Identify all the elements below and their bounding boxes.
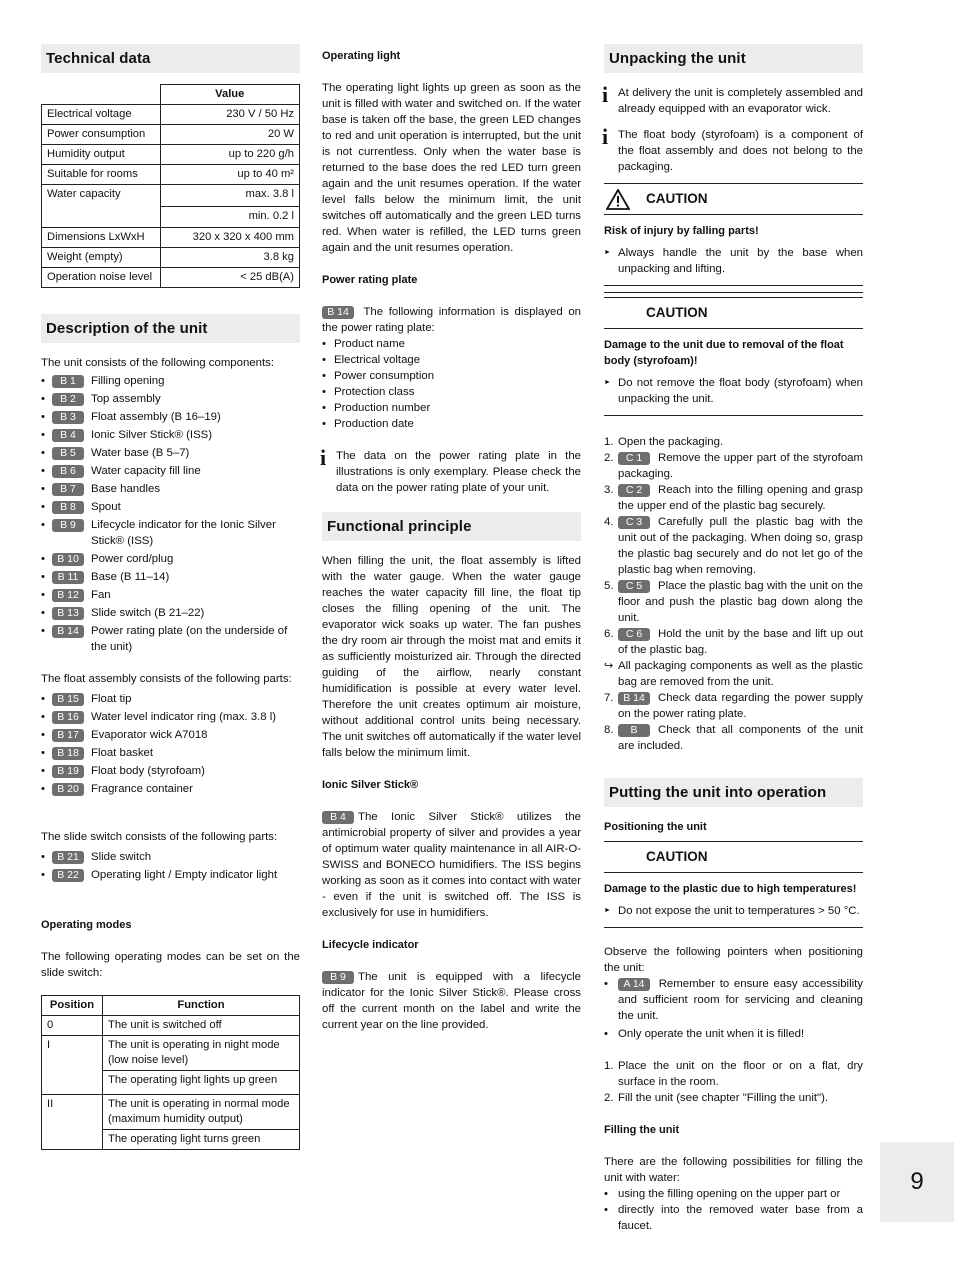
step-number: 5. [604, 580, 614, 592]
badge: • B 11 [52, 571, 84, 584]
components-list [41, 373, 300, 655]
badge: • B 22 [52, 869, 84, 882]
step-number: 4. [604, 516, 614, 528]
step-number: 7. [604, 692, 614, 704]
info-icon: i [602, 82, 609, 107]
step-number: 3. [604, 484, 614, 496]
badge: • B 13 [52, 607, 84, 620]
list-item: • B 20 Fragrance container [41, 781, 300, 797]
function-header: Function [103, 996, 300, 1016]
float-parts-list [41, 691, 300, 797]
list-item: • B 4 Ionic Silver Stick® (ISS) [41, 427, 300, 443]
list-item: • B 13 Slide switch (B 21–22) [41, 605, 300, 621]
components-intro: The unit consists of the following components: [41, 357, 275, 369]
step: 1. Place the unit on the floor or on a flat, dry surface in the room. [604, 1060, 863, 1088]
table-row [42, 185, 300, 207]
badge: • B 16 [52, 711, 84, 724]
badge: B 14 [322, 306, 354, 319]
badge: B 14 [618, 692, 650, 705]
plate-info-note: i The data on the power rating plate in the illustrations is only exemplary. Please check the data on the power rating plate of your unit. [320, 445, 581, 494]
technical-data-table [41, 84, 300, 288]
list-item: • Power consumption [322, 368, 581, 384]
positioning-intro: Observe the following pointers when positioning the unit: [604, 946, 863, 974]
step: 3. C 2 Reach into the filling opening and grasp the upper end of the plastic bag securely. [604, 484, 863, 512]
badge: • B 17 [52, 729, 84, 742]
float-intro: The float assembly consists of the following parts: [41, 673, 292, 685]
step-number: 2. [604, 452, 614, 464]
unpacking-steps [604, 434, 863, 754]
filling-options [604, 1186, 863, 1234]
caution-subtitle: Risk of injury by falling parts! [604, 225, 759, 237]
spec-label: Electrical voltage [42, 105, 161, 125]
switch-parts-list [41, 849, 300, 883]
spec-label: Suitable for rooms [42, 165, 161, 185]
spec-label: Water capacity [42, 185, 161, 228]
badge: • B 10 [52, 553, 84, 566]
spec-value: max. 3.8 l [160, 185, 300, 207]
badge: • B 5 [52, 447, 84, 460]
step: ↪ All packaging components as well as the plastic bag are removed from the unit. [604, 660, 863, 688]
step: 6. C 6 Hold the unit by the base and lift up out of the plastic bag. [604, 628, 863, 656]
operating-modes-intro: The following operating modes can be set on the slide switch: [41, 951, 300, 979]
badge: • B 9 [52, 519, 84, 532]
spec-value: min. 0.2 l [160, 206, 300, 228]
caution-item: ► Always handle the unit by the base when unpacking and lifting. [604, 245, 863, 277]
list-item: • Product name [322, 336, 581, 352]
step: 1. Open the packaging. [604, 436, 724, 448]
badge: C 3 [618, 516, 650, 529]
positioning-pointers [604, 976, 863, 1042]
caution-title: CAUTION [646, 849, 708, 864]
description-heading: Description of the unit [41, 314, 300, 343]
spec-label: Power consumption [42, 125, 161, 145]
list-item: • B 1 Filling opening [41, 373, 300, 389]
unpacking-info-2: i The float body (styrofoam) is a component of the float assembly and does not belong to the packaging. [602, 124, 863, 173]
badge: B [618, 724, 650, 737]
spec-value: 320 x 320 x 400 mm [160, 228, 300, 248]
list-item: • B 9 Lifecycle indicator for the Ionic Silver Stick® (ISS) [41, 517, 300, 549]
badge: • B 12 [52, 589, 84, 602]
table-row [42, 268, 300, 288]
badge: • B 8 [52, 501, 84, 514]
list-item: • B 18 Float basket [41, 745, 300, 761]
badge: • B 3 [52, 411, 84, 424]
table-row [42, 228, 300, 248]
caution-high-temperatures [604, 841, 863, 928]
table-row [42, 145, 300, 165]
list-item: • B 21 Slide switch [41, 849, 300, 865]
mode-function: The unit is operating in normal mode (maximum humidity output) [103, 1095, 300, 1130]
lifecycle-indicator-heading: Lifecycle indicator [322, 939, 419, 951]
step: 7. B 14 Check data regarding the power supply on the power rating plate. [604, 692, 863, 720]
spec-value: 230 V / 50 Hz [160, 105, 300, 125]
spec-value: 20 W [160, 125, 300, 145]
ionic-silver-stick-heading: Ionic Silver Stick® [322, 779, 419, 791]
list-item: • Production date [322, 416, 581, 432]
list-item: • B 16 Water level indicator ring (max. 3.8 l) [41, 709, 300, 725]
list-item: • Production number [322, 400, 581, 416]
column-right [604, 44, 863, 1250]
filling-heading: Filling the unit [604, 1124, 680, 1136]
operating-modes-table [41, 995, 300, 1150]
mode-position: II [42, 1095, 103, 1150]
list-item: • B 10 Power cord/plug [41, 551, 300, 567]
list-item: • B 22 Operating light / Empty indicator light [41, 867, 300, 883]
table-row [42, 105, 300, 125]
list-item: • B 2 Top assembly [41, 391, 300, 407]
caution-subtitle: Damage to the plastic due to high temperatures! [604, 883, 857, 895]
step-number: 6. [604, 628, 614, 640]
column-left [41, 44, 300, 1150]
list-item: • B 3 Float assembly (B 16–19) [41, 409, 300, 425]
badge: • B 6 [52, 465, 84, 478]
badge: C 1 [618, 452, 650, 465]
caution-falling-parts [604, 183, 863, 286]
mode-function: The unit is switched off [103, 1016, 300, 1036]
list-item: • A 14 Remember to ensure easy accessibility and sufficient room for servicing and cleaning the unit. [604, 976, 863, 1024]
badge: • B 1 [52, 375, 84, 388]
ionic-silver-stick-text: B 4 The Ionic Silver Stick® utilizes the antimicrobial property of silver and provides a year of optimum water quality maintenance in all AIR-O-SWISS and BONECO humidifiers. The ISS begins working as soon as it comes into contact with water - even if the unit is switched off. The ISS is exclusively for use in humidifiers. [322, 811, 581, 919]
badge: • B 19 [52, 765, 84, 778]
mode-position: 0 [42, 1016, 103, 1036]
spec-label: Dimensions LxWxH [42, 228, 161, 248]
step-number: 8. [604, 724, 614, 736]
spec-value: < 25 dB(A) [160, 268, 300, 288]
badge: B 4 [322, 811, 354, 824]
power-rating-plate-heading: Power rating plate [322, 274, 418, 286]
step: 2. Fill the unit (see chapter "Filling the unit"). [604, 1092, 829, 1104]
mode-function: The unit is operating in night mode (low noise level) [103, 1036, 300, 1071]
list-item: • using the filling opening on the upper part or [604, 1186, 863, 1202]
list-item: • B 8 Spout [41, 499, 300, 515]
list-item: • B 6 Water capacity fill line [41, 463, 300, 479]
unpacking-heading: Unpacking the unit [604, 44, 863, 73]
caution-item: ► Do not expose the unit to temperatures > 50 °C. [604, 903, 863, 919]
list-item: • Only operate the unit when it is filled! [604, 1026, 863, 1042]
mode-position: I [42, 1036, 103, 1095]
list-item: • B 5 Water base (B 5–7) [41, 445, 300, 461]
badge: • B 18 [52, 747, 84, 760]
column-middle [322, 48, 581, 1049]
caution-item: ► Do not remove the float body (styrofoam) when unpacking the unit. [604, 375, 863, 407]
caution-subtitle: Damage to the unit due to removal of the float body (styrofoam)! [604, 339, 844, 367]
badge: C 2 [618, 484, 650, 497]
badge: • B 14 [52, 625, 84, 638]
operating-light-heading: Operating light [322, 50, 401, 62]
warning-triangle-icon [606, 189, 630, 210]
list-item: • directly into the removed water base from a faucet. [604, 1202, 863, 1234]
step-number: 1. [604, 436, 614, 448]
list-item: • Electrical voltage [322, 352, 581, 368]
list-item: • B 15 Float tip [41, 691, 300, 707]
caution-title: CAUTION [646, 305, 708, 320]
page-number: 9 [880, 1142, 954, 1222]
spec-label: Operation noise level [42, 268, 161, 288]
spec-value: up to 220 g/h [160, 145, 300, 165]
badge: C 5 [618, 580, 650, 593]
table-row [42, 165, 300, 185]
badge: • B 21 [52, 851, 84, 864]
badge: • B 15 [52, 693, 84, 706]
position-header: Position [42, 996, 103, 1016]
list-item: • B 12 Fan [41, 587, 300, 603]
caution-title: CAUTION [646, 191, 708, 206]
badge: • B 20 [52, 783, 84, 796]
info-icon: i [320, 445, 327, 470]
operating-light-text: The operating light lights up green as soon as the unit is filled with water and switched on. If the water base is taken off the base, the green LED changes to red and unit operation is interrupted, but the unit is not currentless. Only when the water base is returned to the base does the red LED turn green again and the unit resumes operation. If the water level falls below the minimum limit, the unit switches off automatically and the green LED turns red. When water is refilled, the LED turns green again and the unit resumes operation. [322, 82, 581, 254]
filling-intro: There are the following possibilities for filling the unit with water: [604, 1156, 863, 1184]
spec-label: Humidity output [42, 145, 161, 165]
step: 5. C 5 Place the plastic bag with the unit on the floor and push the plastic bag down along the unit. [604, 580, 863, 624]
table-row [42, 248, 300, 268]
badge: C 6 [618, 628, 650, 641]
list-item: • B 19 Float body (styrofoam) [41, 763, 300, 779]
list-item: • B 11 Base (B 11–14) [41, 569, 300, 585]
putting-into-operation-heading: Putting the unit into operation [604, 778, 863, 807]
step: 4. C 3 Carefully pull the plastic bag with the unit out of the packaging. When doing so, grasp the plastic bag securely and do not let go of the plastic bag when removing. [604, 516, 863, 576]
badge: B 9 [322, 971, 354, 984]
technical-data-heading: Technical data [41, 44, 300, 73]
table-row [42, 125, 300, 145]
positioning-heading: Positioning the unit [604, 821, 707, 833]
lifecycle-indicator-text: B 9 The unit is equipped with a lifecycle indicator for the Ionic Silver Stick®. Please cross off the current month on the label and write the current year on the line provided. [322, 971, 581, 1031]
step-number: ↪ [604, 660, 614, 672]
list-item: • B 14 Power rating plate (on the underside of the unit) [41, 623, 300, 655]
list-item: • Protection class [322, 384, 581, 400]
badge: • B 4 [52, 429, 84, 442]
spec-value: up to 40 m² [160, 165, 300, 185]
step: 8. B Check that all components of the unit are included. [604, 724, 863, 752]
badge: A 14 [618, 978, 650, 991]
functional-principle-heading: Functional principle [322, 512, 581, 541]
spec-label: Weight (empty) [42, 248, 161, 268]
step: 2. C 1 Remove the upper part of the styrofoam packaging. [604, 452, 863, 480]
operating-modes-heading: Operating modes [41, 919, 132, 931]
mode-function: The operating light turns green [103, 1130, 300, 1150]
mode-function: The operating light lights up green [103, 1071, 300, 1095]
plate-info-list [322, 336, 581, 432]
power-rating-plate-intro: B 14 The following information is displayed on the power rating plate: [322, 306, 581, 334]
value-column-header: Value [160, 85, 300, 105]
info-icon: i [602, 124, 609, 149]
switch-intro: The slide switch consists of the following parts: [41, 831, 278, 843]
list-item: • B 7 Base handles [41, 481, 300, 497]
functional-principle-text: When filling the unit, the float assembly is lifted with the water gauge. When the water gauge reaches the water capacity fill line, the float tip closes the filling opening of the unit. The evaporator wick soaks up water. The fan pushes the dry room air through the moist mat and emits it as sufficiently moisturized air. Through the directed guiding of the airflow, nearly constant humidification is possible at every water level. Therefore the unit creates optimum air moisture, without additional control units being necessary. The unit switches off automatically if the water level falls below the minimum limit. [322, 555, 581, 759]
spec-value: 3.8 kg [160, 248, 300, 268]
caution-float-body [604, 292, 863, 416]
badge: • B 7 [52, 483, 84, 496]
list-item: • B 17 Evaporator wick A7018 [41, 727, 300, 743]
unpacking-info-1: i At delivery the unit is completely assembled and already equipped with an evaporator wick. [602, 82, 863, 115]
badge: • B 2 [52, 393, 84, 406]
positioning-steps [604, 1058, 863, 1106]
